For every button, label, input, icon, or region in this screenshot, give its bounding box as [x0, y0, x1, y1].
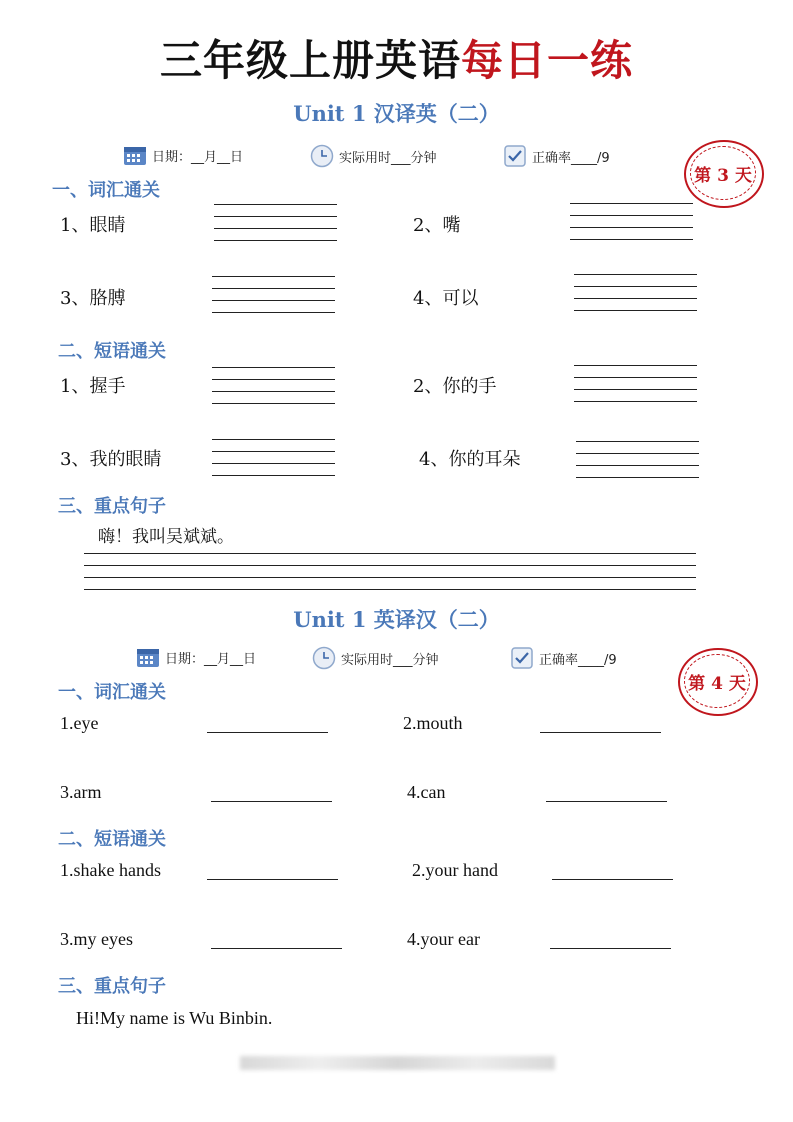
answer-line[interactable] — [540, 732, 661, 733]
writing-lines[interactable] — [574, 274, 697, 312]
phrase-item-4: 4.your ear — [407, 929, 480, 949]
date-meta-2 — [136, 646, 256, 668]
phrase-item-1: 1.shake hands — [60, 860, 161, 880]
unit-title-2: Unit 1 英译汉（二） — [293, 607, 500, 632]
accuracy-meta-1 — [503, 144, 610, 168]
page-title-black: 三年级上册英语 — [159, 36, 461, 85]
date-label: 日期：__月__日 — [165, 651, 257, 667]
unit-title-1: Unit 1 汉译英（二） — [293, 101, 500, 126]
page-title — [0, 28, 793, 88]
accuracy-label: 正确率____/9 — [532, 150, 610, 166]
vocab-item-1: 1.eye — [60, 713, 99, 733]
clock-icon — [312, 646, 336, 670]
section-vocab-2: 一、词汇通关 — [58, 682, 166, 703]
sentence-prompt-1: 嗨！我叫吴斌斌。 — [98, 527, 234, 547]
time-label: 实际用时___分钟 — [339, 150, 437, 166]
blurred-watermark — [240, 1056, 555, 1070]
answer-line[interactable] — [211, 801, 332, 802]
section-phrase-2: 二、短语通关 — [58, 829, 166, 850]
day-stamp-label: 第 3 天 — [690, 146, 756, 200]
section-vocab-1: 一、词汇通关 — [52, 180, 160, 201]
writing-lines[interactable] — [570, 203, 693, 241]
vocab-item-3: 3.arm — [60, 782, 102, 802]
calendar-icon — [136, 646, 160, 668]
accuracy-meta-2 — [510, 646, 617, 670]
writing-lines[interactable] — [214, 204, 337, 242]
vocab-item-2: 2、嘴 — [413, 215, 461, 236]
vocab-item-1: 1、眼睛 — [60, 215, 126, 236]
time-meta-2 — [312, 646, 439, 670]
sentence-prompt-2: Hi!My name is Wu Binbin. — [76, 1008, 273, 1028]
day-stamp-label: 第 4 天 — [684, 654, 750, 708]
writing-lines[interactable] — [212, 439, 335, 477]
answer-line[interactable] — [546, 801, 667, 802]
phrase-item-3: 3、我的眼睛 — [60, 449, 162, 470]
accuracy-label: 正确率____/9 — [539, 652, 617, 668]
section-phrase-1: 二、短语通关 — [58, 341, 166, 362]
vocab-item-4: 4.can — [407, 782, 446, 802]
page-title-red: 每日一练 — [461, 36, 634, 85]
writing-lines[interactable] — [212, 276, 335, 314]
section-sentence-2: 三、重点句子 — [58, 976, 166, 997]
phrase-item-2: 2、你的手 — [413, 376, 497, 397]
date-label: 日期：__月__日 — [152, 149, 244, 165]
vocab-item-3: 3、胳膊 — [60, 288, 126, 309]
section-sentence-1: 三、重点句子 — [58, 496, 166, 517]
answer-line[interactable] — [207, 732, 328, 733]
writing-lines[interactable] — [574, 365, 697, 403]
time-label: 实际用时___分钟 — [341, 652, 439, 668]
writing-lines[interactable] — [212, 367, 335, 405]
checkbox-icon — [503, 144, 527, 168]
answer-line[interactable] — [552, 879, 673, 880]
day-stamp-1 — [684, 140, 764, 208]
answer-line[interactable] — [550, 948, 671, 949]
vocab-item-2: 2.mouth — [403, 713, 463, 733]
time-meta-1 — [310, 144, 437, 168]
clock-icon — [310, 144, 334, 168]
answer-line[interactable] — [207, 879, 338, 880]
day-stamp-2 — [678, 648, 758, 716]
phrase-item-3: 3.my eyes — [60, 929, 133, 949]
phrase-item-2: 2.your hand — [412, 860, 498, 880]
sentence-writing-lines[interactable] — [84, 553, 696, 593]
date-meta-1 — [123, 144, 243, 166]
checkbox-icon — [510, 646, 534, 670]
calendar-icon — [123, 144, 147, 166]
vocab-item-4: 4、可以 — [413, 288, 479, 309]
phrase-item-1: 1、握手 — [60, 376, 126, 397]
writing-lines[interactable] — [576, 441, 699, 479]
answer-line[interactable] — [211, 948, 342, 949]
phrase-item-4: 4、你的耳朵 — [419, 449, 521, 470]
